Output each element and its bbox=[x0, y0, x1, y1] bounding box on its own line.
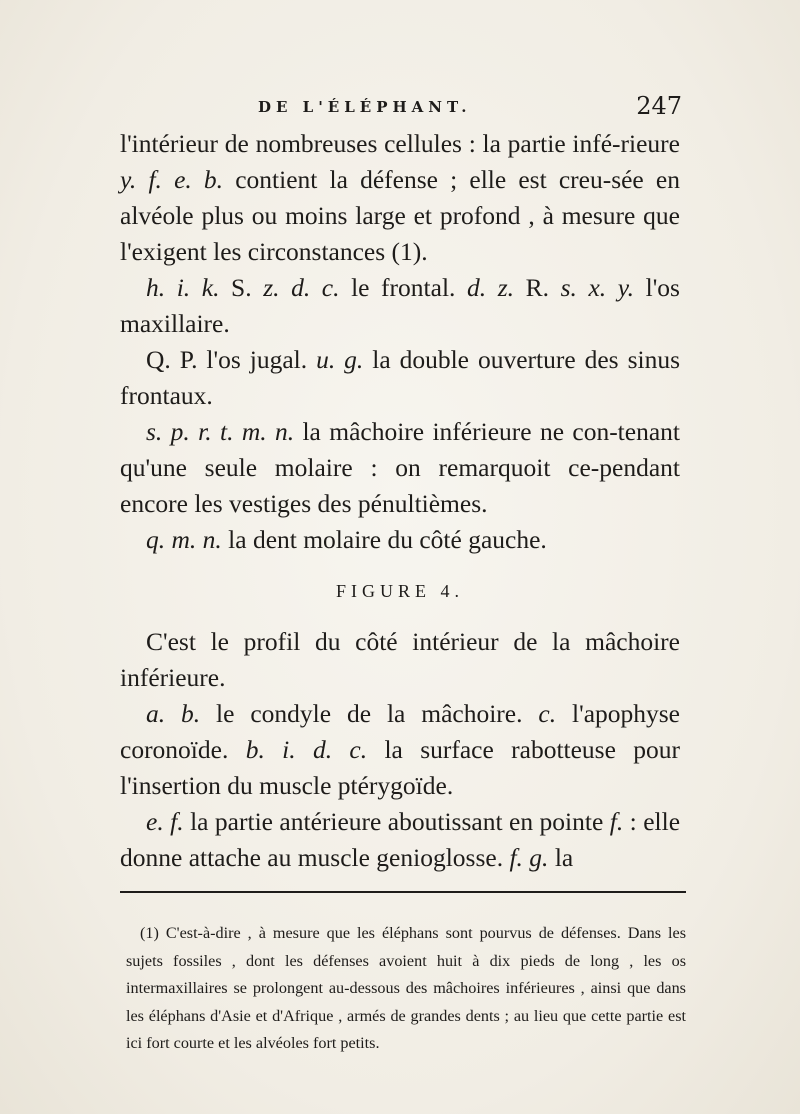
figure-label: c. bbox=[538, 699, 557, 728]
page-number: 247 bbox=[636, 92, 682, 120]
paragraph bbox=[120, 522, 680, 558]
page-header bbox=[258, 94, 682, 124]
figure-label: h. i. k. bbox=[146, 273, 220, 302]
text-run: R. bbox=[514, 273, 561, 302]
paragraph bbox=[120, 126, 680, 270]
text-run: le condyle de la mâchoire. bbox=[200, 699, 539, 728]
figure-label: a. b. bbox=[146, 699, 201, 728]
paragraph bbox=[120, 270, 680, 342]
footnote-text: (1) C'est-à-dire , à mesure que les éléphans sont pourvus de défenses. Dans les sujets fossiles , dont les défenses avoient huit à dix pieds de long , les os intermaxillaires se prolongent au-dessous des mâchoires inférieures , ainsi que dans les éléphans d'Asie et d'Afrique , armés de grandes dents ; au lieu que cette partie est ici fort courte et les alvéoles fort petits. bbox=[126, 924, 686, 1052]
text-run: la partie antérieure aboutissant en pointe bbox=[183, 807, 610, 836]
text-run: la dent molaire du côté gauche. bbox=[221, 525, 547, 554]
figure-label: s. x. y. bbox=[560, 273, 635, 302]
main-text bbox=[120, 126, 680, 876]
footnote bbox=[126, 920, 686, 1058]
figure-heading: FIGURE 4. bbox=[335, 581, 464, 601]
running-head: DE L'ÉLÉPHANT. bbox=[258, 98, 472, 116]
figure-label: e. f. bbox=[146, 807, 184, 836]
paragraph bbox=[120, 804, 680, 876]
text-run: S. bbox=[219, 273, 264, 302]
paragraph bbox=[120, 624, 680, 696]
figure-label: s. p. r. t. m. n. bbox=[146, 417, 295, 446]
paragraph bbox=[120, 696, 680, 804]
figure-label: f. g. bbox=[509, 843, 549, 872]
paragraph bbox=[120, 414, 680, 522]
text-run: C'est le profil du côté intérieur de la mâchoire inférieure. bbox=[120, 627, 680, 692]
figure-label: y. f. e. b. bbox=[120, 165, 224, 194]
text-run: le frontal. bbox=[339, 273, 467, 302]
footnote-divider bbox=[120, 891, 686, 893]
text-run: la mâchoire inférieure ne con-tenant qu'une seule molaire : on remarquoit ce-pendant encore les vestiges des pénultièmes. bbox=[120, 417, 680, 518]
text-run: l'apophyse coronoïde. bbox=[120, 699, 680, 764]
text-run: : elle donne attache au muscle genioglosse. bbox=[120, 807, 681, 872]
text-run: la surface rabotteuse pour l'insertion du muscle ptérygoïde. bbox=[120, 735, 681, 800]
figure-label: b. i. d. c. bbox=[245, 735, 368, 764]
paragraph bbox=[120, 342, 680, 414]
figure-label: u. g. bbox=[316, 345, 364, 374]
text-run: Q. P. l'os jugal. bbox=[146, 345, 317, 374]
text-run: l'os maxillaire. bbox=[120, 273, 680, 338]
text-run: la double ouverture des sinus frontaux. bbox=[120, 345, 680, 410]
figure-label: d. z. bbox=[467, 273, 515, 302]
text-run: l'intérieur de nombreuses cellules : la partie infé-rieure bbox=[120, 129, 680, 158]
text-run: la bbox=[548, 843, 574, 872]
text-run: contient la défense ; elle est creu-sée en alvéole plus ou moins large et profond , à mesure que l'exigent les circonstances (1). bbox=[120, 165, 680, 266]
figure-label: z. d. c. bbox=[263, 273, 340, 302]
figure-label: f. bbox=[609, 807, 624, 836]
figure-label: q. m. n. bbox=[146, 525, 222, 554]
